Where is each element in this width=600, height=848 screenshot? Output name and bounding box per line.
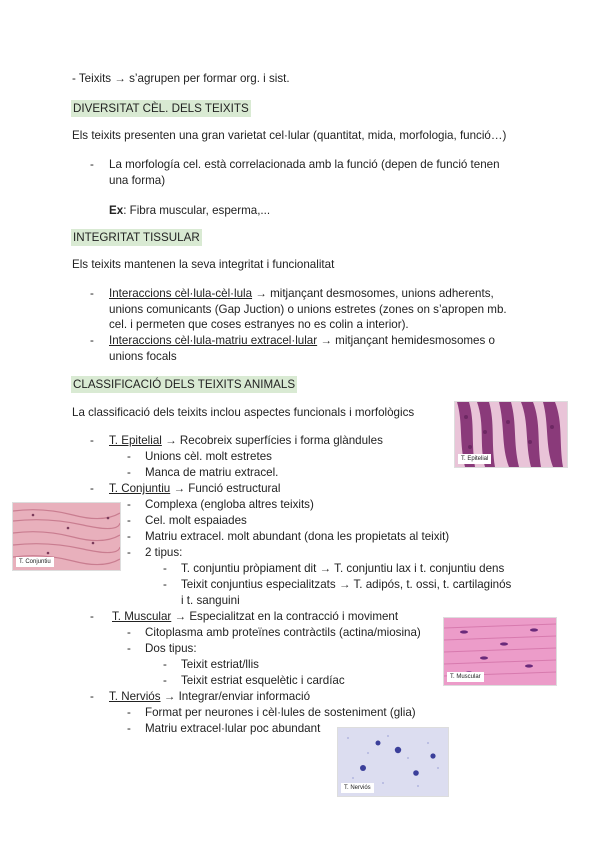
bullet-dash: - <box>90 287 94 300</box>
heading-diversitat: DIVERSITAT CÈL. DELS TEIXITS <box>73 102 249 115</box>
paragraph-integritat: Els teixits mantenen la seva integritat i funcionalitat <box>72 258 335 271</box>
bullet-morfologia: La morfología cel. està correlacionada amb la funció (depen de funció tenen <box>109 158 500 171</box>
item-conjuntiu <box>109 481 280 496</box>
epitelial-micrograph <box>454 401 568 468</box>
bullet-dash: - <box>90 610 94 623</box>
muscular-type-1: Teixit estriat/llis <box>181 658 259 671</box>
bullet-dash: - <box>127 530 131 543</box>
bullet-cel-cel-3: cel. i permeten que coses estranyes no es colin a interior). <box>109 318 409 331</box>
bullet-dash: - <box>163 578 167 591</box>
example-label: Ex <box>109 204 124 217</box>
link-cel-cel: Interaccions cèl·lula-cèl·lula <box>109 287 253 300</box>
conjuntiu-point-3: Matriu extracel. molt abundant (dona les propietats al teixit) <box>145 530 450 543</box>
muscular-title: T. Muscular <box>112 610 172 623</box>
bullet-morfologia-cont: una forma) <box>109 174 166 187</box>
bullet-dash: - <box>90 690 94 703</box>
conjuntiu-caption: T. Conjuntiu <box>16 557 54 567</box>
bullet-dash: - <box>127 626 131 639</box>
bullet-dash: - <box>127 498 131 511</box>
conjuntiu-type-2-cont: i t. sanguini <box>181 594 240 607</box>
bullet-dash: - <box>163 674 167 687</box>
example-line <box>109 203 270 218</box>
conjuntiu-micrograph <box>12 502 121 571</box>
epitelial-desc: → Recobreix superfícies i forma glàndules <box>161 434 383 447</box>
muscular-desc: → Especialitzat en la contracció i moviment <box>171 610 399 623</box>
item-nervios <box>109 689 310 704</box>
conjuntiu-point-1: Complexa (engloba altres teixits) <box>145 498 314 511</box>
muscular-point-1: Citoplasma amb proteïnes contràctils (actina/miosina) <box>145 626 421 639</box>
conjuntiu-title: T. Conjuntiu <box>109 482 171 495</box>
intro-line: - Teixits → s’agrupen per formar org. i sist. <box>72 72 290 85</box>
bullet-dash: - <box>127 546 131 559</box>
conjuntiu-type-1: T. conjuntiu pròpiament dit → T. conjuntiu lax i t. conjuntiu dens <box>181 562 505 575</box>
nervios-micrograph <box>337 727 449 797</box>
nervios-desc: → Integrar/enviar informació <box>160 690 311 703</box>
heading-integritat: INTEGRITAT TISSULAR <box>73 231 200 244</box>
epitelial-title: T. Epitelial <box>109 434 162 447</box>
bullet-cel-matriu-2: unions focals <box>109 350 177 363</box>
paragraph-diversitat: Els teixits presenten una gran varietat cel·lular (quantitat, mida, morfologia, funció…) <box>72 129 507 142</box>
conjuntiu-point-2: Cel. molt espaiades <box>145 514 247 527</box>
bullet-dash: - <box>163 658 167 671</box>
bullet-dash: - <box>127 642 131 655</box>
muscular-type-2: Teixit estriat esquelètic i cardíac <box>181 674 345 687</box>
paragraph-classificacio: La classificació dels teixits inclou aspectes funcionals i morfològics <box>72 406 415 419</box>
item-muscular <box>112 609 398 624</box>
bullet-dash: - <box>90 434 94 447</box>
link-cel-matriu: Interaccions cèl·lula-matriu extracel·lular <box>109 334 318 347</box>
bullet-cel-cel <box>109 286 494 301</box>
bullet-dash: - <box>127 706 131 719</box>
bullet-cel-cel-2: unions comunicants (Gap Juction) o unions estretes (zones on s’apropen mb. <box>109 303 507 316</box>
conjuntiu-point-4: 2 tipus: <box>145 546 183 559</box>
nervios-point-1: Format per neurones i cèl·lules de sosteniment (glia) <box>145 706 416 719</box>
bullet-dash: - <box>127 450 131 463</box>
epitelial-caption: T. Epitelial <box>458 454 491 464</box>
muscular-caption: T. Muscular <box>447 672 484 682</box>
bullet-dash: - <box>127 722 131 735</box>
bullet-dash: - <box>90 158 94 171</box>
nervios-caption: T. Nerviós <box>341 783 374 793</box>
conjuntiu-type-2: Teixit conjuntius especialitzats → T. adipós, t. ossi, t. cartilaginós <box>181 578 512 591</box>
nervios-title: T. Nerviós <box>109 690 161 703</box>
cel-matriu-rest: → mitjançant hemidesmosomes o <box>317 334 495 347</box>
cel-cel-rest: → mitjançant desmosomes, unions adherents, <box>252 287 494 300</box>
bullet-dash: - <box>90 334 94 347</box>
item-epitelial <box>109 433 383 448</box>
nervios-point-2: Matriu extracel·lular poc abundant <box>145 722 321 735</box>
bullet-dash: - <box>127 514 131 527</box>
muscular-point-2: Dos tipus: <box>145 642 197 655</box>
epitelial-point-1: Unions cèl. molt estretes <box>145 450 272 463</box>
bullet-dash: - <box>90 482 94 495</box>
epitelial-point-2: Manca de matriu extracel. <box>145 466 279 479</box>
example-text: : Fibra muscular, esperma,... <box>123 204 271 217</box>
bullet-dash: - <box>127 466 131 479</box>
conjuntiu-desc: → Funció estructural <box>170 482 281 495</box>
heading-classificacio: CLASSIFICACIÓ DELS TEIXITS ANIMALS <box>73 378 296 391</box>
bullet-dash: - <box>163 562 167 575</box>
bullet-cel-matriu <box>109 333 495 348</box>
muscular-micrograph <box>443 617 557 686</box>
